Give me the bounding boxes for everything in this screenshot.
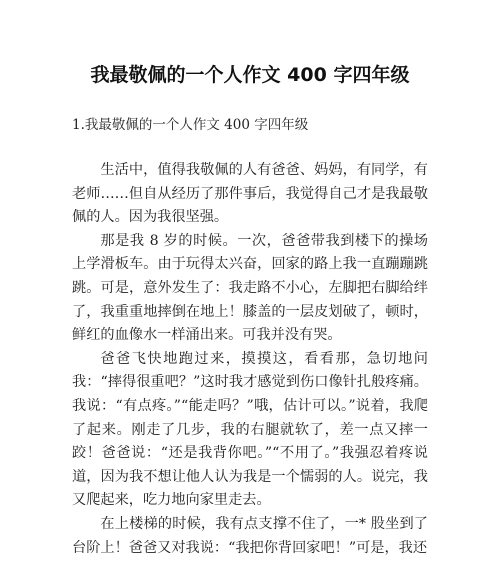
paragraph-4: 在上楼梯的时候，我有点支撑不住了，一* 股坐到了台阶上！爸爸又对我说：“我把你背回家吧！”可是，我还 xyxy=(72,515,428,556)
article-body xyxy=(72,159,428,560)
paragraph-2: 那是我 8 岁的时候。一次，爸爸带我到楼下的操场上学滑板车。由于玩得太兴奋，回家的路上我一直蹦蹦跳跳。可是，意外发生了：我走路不小心，左脚把右脚给绊了，我重重地摔倒在地上！膝盖的一层皮划破了，顿时，鲜红的血像水一样涌出来。可我并没有哭。 xyxy=(72,232,428,344)
section-heading: 1.我最敬佩的一个人作文 400 字四年级 xyxy=(72,117,309,133)
paragraph-1: 生活中，值得我敬佩的人有爸爸、妈妈，有同学，有老师……但自从经历了那件事后，我觉得自己才是我最敬佩的人。因为我很坚强。 xyxy=(72,162,428,226)
paragraph-3: 爸爸飞快地跑过来，摸摸这，看看那，急切地问我：“摔得很重吧？”这时我才感觉到伤口像针扎般疼痛。我说：“有点疼。”“能走吗？”哦，估计可以。”说着，我爬了起来。刚走了几步，我的右腿就软了，差一点又摔一跤！爸爸说：“还是我背你吧。”“不用了。”我强忍着疼说道，因为我不想让他人认为我是一个懦弱的人。说完，我又爬起来，吃力地向家里走去。 xyxy=(72,350,428,509)
document-title: 我最敬佩的一个人作文 400 字四年级 xyxy=(90,64,410,86)
